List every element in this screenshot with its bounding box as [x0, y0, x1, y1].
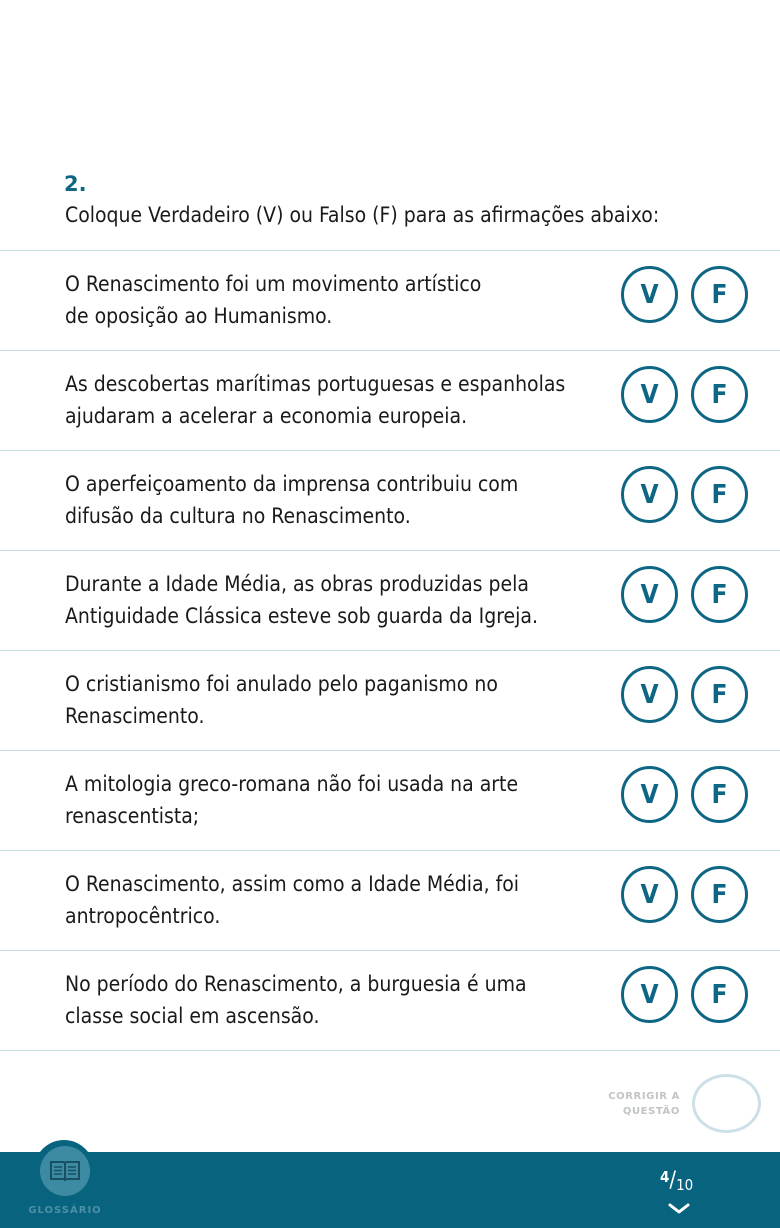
statement-text: O Renascimento, assim como a Idade Média, foi antropocêntrico. [65, 872, 520, 928]
statement-row [0, 750, 780, 850]
statement-text: As descobertas marítimas portuguesas e espanholas ajudaram a acelerar a economia europeia. [65, 372, 566, 428]
statement-text: Durante a Idade Média, as obras produzidas pela Antiguidade Clássica esteve sob guarda da Igreja. [65, 572, 539, 628]
false-button[interactable]: F [691, 366, 748, 423]
correct-question-label: CORRIGIR A QUESTÃO [608, 1091, 680, 1117]
true-button[interactable]: V [621, 666, 678, 723]
statement-row [0, 450, 780, 550]
question-number: 2. [64, 172, 87, 196]
chevron-down-icon[interactable] [668, 1203, 690, 1215]
statement-row [0, 950, 780, 1051]
page-current: 4 [660, 1168, 670, 1186]
false-button[interactable]: F [691, 966, 748, 1023]
page-separator: / [669, 1168, 677, 1193]
glossary-label: GLOSSÁRIO [28, 1205, 102, 1216]
statement-text: O Renascimento foi um movimento artístico de oposição ao Humanismo. [65, 272, 482, 328]
false-button[interactable]: F [691, 666, 748, 723]
statement-text: A mitologia greco-romana não foi usada na arte renascentista; [65, 772, 519, 828]
false-button[interactable]: F [691, 566, 748, 623]
true-button[interactable]: V [621, 966, 678, 1023]
statement-text: O aperfeiçoamento da imprensa contribuiu com difusão da cultura no Renascimento. [65, 472, 519, 528]
false-button[interactable]: F [691, 466, 748, 523]
glossary-button[interactable] [40, 1146, 90, 1196]
true-button[interactable]: V [621, 766, 678, 823]
true-button[interactable]: V [621, 466, 678, 523]
statement-row [0, 550, 780, 650]
true-button[interactable]: V [621, 266, 678, 323]
true-button[interactable]: V [621, 866, 678, 923]
book-icon [48, 1158, 82, 1184]
statement-row [0, 850, 780, 950]
true-button[interactable]: V [621, 566, 678, 623]
page-counter [660, 1168, 693, 1194]
statement-row [0, 350, 780, 450]
statement-list [0, 250, 780, 1051]
page-total: 10 [676, 1176, 694, 1194]
true-button[interactable]: V [621, 366, 678, 423]
statement-row [0, 650, 780, 750]
statement-text: No período do Renascimento, a burguesia é uma classe social em ascensão. [65, 972, 527, 1028]
statement-row [0, 250, 780, 350]
false-button[interactable]: F [691, 266, 748, 323]
correct-question-button[interactable] [692, 1074, 761, 1133]
statement-text: O cristianismo foi anulado pelo paganismo no Renascimento. [65, 672, 498, 728]
false-button[interactable]: F [691, 766, 748, 823]
false-button[interactable]: F [691, 866, 748, 923]
question-prompt: Coloque Verdadeiro (V) ou Falso (F) para as afirmações abaixo: [65, 203, 660, 227]
